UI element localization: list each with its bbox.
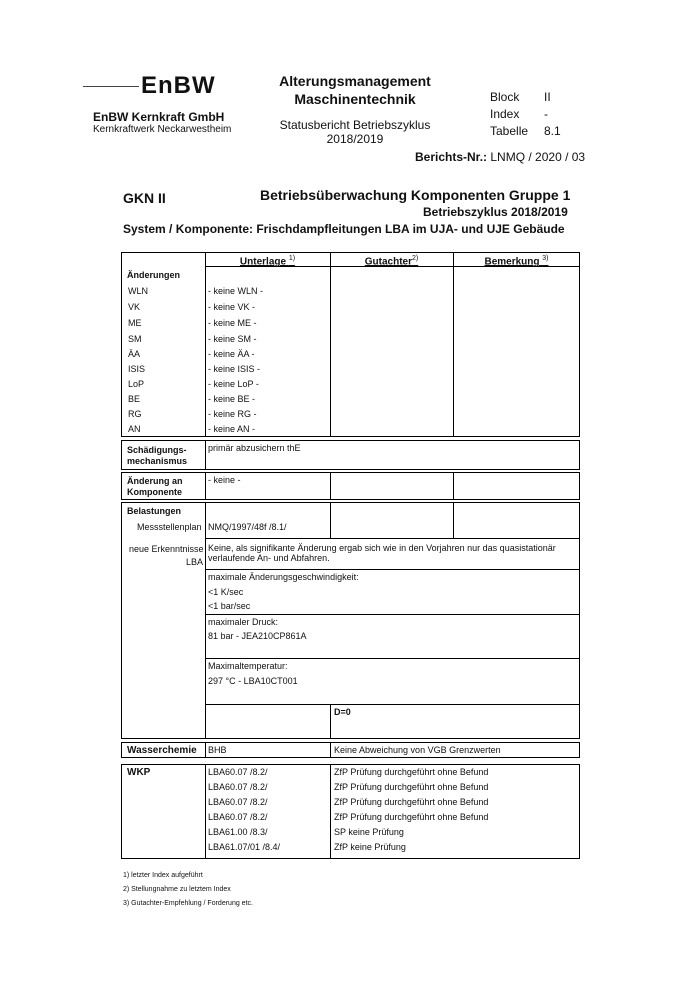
belastungen-label: Belastungen bbox=[127, 506, 182, 516]
header-title-2: Maschinentechnik bbox=[294, 91, 416, 107]
gradient-press: <1 bar/sec bbox=[208, 601, 251, 611]
aend-code: ÄA bbox=[128, 349, 141, 359]
aend-code: WLN bbox=[128, 286, 148, 296]
col-bemerkung: Bemerkung $^{3)}$ bbox=[484, 255, 549, 268]
druck-label: maximaler Druck: bbox=[208, 617, 279, 627]
wkp-label: WKP bbox=[127, 767, 151, 778]
footnote-1: 1) letzter Index aufgeführt bbox=[123, 872, 203, 879]
wasserchemie-remark: Keine Abweichung von VGB Grenzwerten bbox=[334, 745, 501, 755]
aend-value: - keine VK - bbox=[208, 302, 256, 312]
aend-code: ME bbox=[128, 318, 142, 328]
aenderungen-block bbox=[121, 252, 580, 437]
system-title: System / Komponente: Frischdampfleitungen LBA im UJA- und UJE Gebäude bbox=[123, 222, 565, 236]
gradient-temp: <1 K/sec bbox=[208, 587, 244, 597]
wasserchemie-value: BHB bbox=[208, 745, 227, 755]
aend-code: RG bbox=[128, 409, 142, 419]
enbw-logo: EnBW bbox=[141, 72, 216, 99]
druck-value: 81 bar - JEA210CP861A bbox=[208, 631, 307, 641]
main-title: Betriebsüberwachung Komponenten Gruppe 1 bbox=[260, 187, 571, 203]
wkp-remark: ZfP keine Prüfung bbox=[334, 842, 406, 852]
wkp-remark: ZfP Prüfung durchgeführt ohne Befund bbox=[334, 767, 489, 777]
aend-value: - keine RG - bbox=[208, 409, 257, 419]
aend-code: ISIS bbox=[128, 364, 146, 374]
wkp-doc: LBA60.07 /8.2/ bbox=[208, 797, 268, 807]
aenderungen-label: Änderungen bbox=[127, 270, 180, 280]
aend-code: BE bbox=[128, 394, 141, 404]
cycle-title: Betriebszyklus 2018/2019 bbox=[423, 205, 568, 219]
wasserchemie-label: Wasserchemie bbox=[127, 745, 197, 756]
aend-value: - keine WLN - bbox=[208, 286, 264, 296]
schaedigung-label: Schädigungs- mechanismus bbox=[127, 445, 188, 466]
wkp-doc: LBA60.07 /8.2/ bbox=[208, 782, 268, 792]
neue-erkenntnisse-system: LBA bbox=[186, 557, 204, 567]
wkp-remark: ZfP Prüfung durchgeführt ohne Befund bbox=[334, 812, 489, 822]
header-subtitle: Statusbericht Betriebszyklus 2018/2019 bbox=[279, 118, 431, 146]
aend-value: - keine AN - bbox=[208, 424, 256, 434]
aend-value: - keine ME - bbox=[208, 318, 257, 328]
aend-code: AN bbox=[128, 424, 141, 434]
col-unterlage: Unterlage $^{1)}$ bbox=[239, 255, 296, 268]
aend-code: LoP bbox=[128, 379, 145, 389]
company-name: EnBW Kernkraft GmbH bbox=[93, 110, 225, 124]
aend-value: - keine ÄA - bbox=[208, 349, 255, 359]
footnote-2: 2) Stellungnahme zu letztem Index bbox=[123, 886, 231, 893]
report-value: LNMQ / 2020 / 03 bbox=[490, 150, 586, 164]
schaedigung-block bbox=[121, 440, 580, 470]
aend-komponente-block bbox=[121, 472, 580, 500]
wkp-remark: ZfP Prüfung durchgeführt ohne Befund bbox=[334, 782, 489, 792]
schaedigung-value: primär abzusichern thE bbox=[208, 443, 301, 453]
meta-block-label: Block bbox=[490, 90, 520, 104]
wkp-remark: SP keine Prüfung bbox=[334, 827, 404, 837]
aend-value: - keine SM - bbox=[208, 334, 257, 344]
aend-value: - keine LoP - bbox=[208, 379, 259, 389]
gradient-label: maximale Änderungsgeschwindigkeit: bbox=[208, 572, 359, 582]
aend-value: - keine ISIS - bbox=[208, 364, 261, 374]
footnote-3: 3) Gutachter-Empfehlung / Forderung etc. bbox=[123, 900, 253, 907]
temp-label: Maximaltemperatur: bbox=[208, 661, 288, 671]
meta-block-value: II bbox=[544, 90, 551, 104]
neue-erkenntnisse-text1: Keine, als signifikante Änderung ergab sich wie in den Vorjahren nur das quasistationär bbox=[208, 543, 556, 553]
report-label: Berichts-Nr.: bbox=[415, 150, 488, 164]
plant-code: GKN II bbox=[123, 190, 166, 206]
aend-code: SM bbox=[128, 334, 142, 344]
aend-value: - keine BE - bbox=[208, 394, 256, 404]
neue-erkenntnisse-text2: verlaufende An- und Abfahren. bbox=[208, 553, 330, 563]
aend-code: VK bbox=[128, 302, 141, 312]
meta-index-label: Index bbox=[490, 107, 520, 121]
temp-value: 297 °C - LBA10CT001 bbox=[208, 676, 298, 686]
aend-komponente-label: Änderung an Komponente bbox=[127, 476, 183, 497]
d-value: D=0 bbox=[334, 707, 351, 717]
wkp-doc: LBA61.00 /8.3/ bbox=[208, 827, 268, 837]
messstellenplan-label: Messstellenplan bbox=[137, 522, 202, 532]
col-gutachter: Gutachter$^{2)}$ bbox=[364, 255, 419, 268]
wkp-doc: LBA61.07/01 /8.4/ bbox=[208, 842, 281, 852]
report-number bbox=[415, 150, 585, 164]
wkp-remark: ZfP Prüfung durchgeführt ohne Befund bbox=[334, 797, 489, 807]
meta-table-value: 8.1 bbox=[544, 124, 561, 138]
wkp-doc: LBA60.07 /8.2/ bbox=[208, 767, 268, 777]
plant-name: Kernkraftwerk Neckarwestheim bbox=[93, 124, 232, 135]
aend-komponente-value: - keine - bbox=[208, 475, 241, 485]
logo-line bbox=[83, 86, 139, 87]
meta-index-value: - bbox=[544, 107, 548, 121]
meta-table-label: Tabelle bbox=[490, 124, 529, 138]
messstellenplan-value: NMQ/1997/48f /8.1/ bbox=[208, 522, 287, 532]
header-title-1: Alterungsmanagement bbox=[279, 73, 431, 89]
wkp-doc: LBA60.07 /8.2/ bbox=[208, 812, 268, 822]
neue-erkenntnisse-label: neue Erkenntnisse bbox=[129, 544, 204, 554]
